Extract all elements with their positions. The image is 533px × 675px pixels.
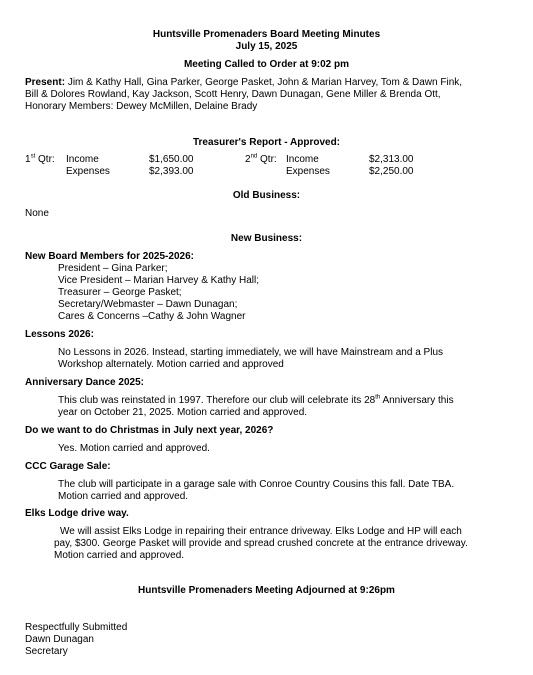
board-heading: New Board Members for 2025-2026: bbox=[25, 251, 194, 262]
old-business-heading: Old Business: bbox=[232, 190, 301, 201]
board-item: Vice President – Marian Harvey & Kathy Hall; bbox=[58, 275, 260, 286]
called-to-order: Meeting Called to Order at 9:02 pm bbox=[183, 59, 350, 70]
anniversary-line-1: This club was reinstated in 1997. Therefore our club will celebrate its 28th Anniversary this bbox=[58, 394, 454, 406]
elks-line-2: pay, $300. George Pasket will provide and spread crushed concrete at the entrance driveway. bbox=[54, 538, 468, 549]
lessons-heading: Lessons 2026: bbox=[25, 329, 94, 340]
signature-name: Dawn Dunagan bbox=[25, 634, 94, 645]
elks-heading: Elks Lodge drive way. bbox=[25, 508, 129, 519]
q2-income-label: Income bbox=[286, 154, 319, 165]
meeting-date: July 15, 2025 bbox=[235, 41, 298, 52]
present-line-2: Bill & Dolores Rowland, Kay Jackson, Scott Henry, Dawn Dunagan, Gene Miller & Brenda Ott, bbox=[25, 89, 441, 100]
garage-sale-line-2: Motion carried and approved. bbox=[58, 491, 189, 502]
q2-expenses-value: $2,250.00 bbox=[369, 166, 414, 177]
q2-label: 2nd Qtr: bbox=[245, 153, 277, 165]
present-line-3: Honorary Members: Dewey McMillen, Delaine Brady bbox=[25, 101, 258, 112]
present-names-1: Jim & Kathy Hall, Gina Parker, George Pasket, John & Marian Harvey, Tom & Dawn Fink, bbox=[67, 77, 463, 88]
present-line-1: Present: Jim & Kathy Hall, Gina Parker, George Pasket, John & Marian Harvey, Tom & Dawn Fink, bbox=[25, 77, 463, 88]
christmas-heading: Do we want to do Christmas in July next year, 2026? bbox=[25, 425, 274, 436]
document-title: Huntsville Promenaders Board Meeting Minutes bbox=[152, 29, 381, 40]
q1-expenses-value: $2,393.00 bbox=[149, 166, 194, 177]
christmas-text: Yes. Motion carried and approved. bbox=[58, 443, 210, 454]
elks-line-3: Motion carried and approved. bbox=[54, 550, 185, 561]
adjourned-line: Huntsville Promenaders Meeting Adjourned at 9:26pm bbox=[138, 585, 395, 596]
old-business-text: None bbox=[25, 208, 49, 219]
anniversary-line-2: year on October 21, 2025. Motion carried and approved. bbox=[58, 407, 308, 418]
lessons-line-1: No Lessons in 2026. Instead, starting immediately, we will have Mainstream and a Plus bbox=[58, 347, 444, 358]
q1-income-label: Income bbox=[66, 154, 99, 165]
elks-line-1: We will assist Elks Lodge in repairing their entrance driveway. Elks Lodge and HP will each bbox=[60, 526, 462, 537]
q2-income-value: $2,313.00 bbox=[369, 154, 414, 165]
treasurer-heading: Treasurer's Report - Approved: bbox=[192, 137, 341, 148]
q2-expenses-label: Expenses bbox=[286, 166, 330, 177]
q1-income-value: $1,650.00 bbox=[149, 154, 194, 165]
garage-sale-heading: CCC Garage Sale: bbox=[25, 461, 111, 472]
board-item: Treasurer – George Pasket; bbox=[58, 287, 182, 298]
garage-sale-line-1: The club will participate in a garage sale with Conroe Country Cousins this fall. Date TBA. bbox=[58, 479, 455, 490]
new-business-heading: New Business: bbox=[230, 233, 303, 244]
q1-expenses-label: Expenses bbox=[66, 166, 110, 177]
signature-title: Secretary bbox=[25, 646, 68, 657]
board-item: Cares & Concerns –Cathy & John Wagner bbox=[58, 311, 246, 322]
board-item: Secretary/Webmaster – Dawn Dunagan; bbox=[58, 299, 238, 310]
signature-line-1: Respectfully Submitted bbox=[25, 622, 128, 633]
q1-label: 1st Qtr: bbox=[25, 153, 55, 165]
present-label: Present bbox=[25, 77, 62, 88]
lessons-line-2: Workshop alternately. Motion carried and approved bbox=[58, 359, 284, 370]
board-item: President – Gina Parker; bbox=[58, 263, 168, 274]
anniversary-heading: Anniversary Dance 2025: bbox=[25, 377, 144, 388]
